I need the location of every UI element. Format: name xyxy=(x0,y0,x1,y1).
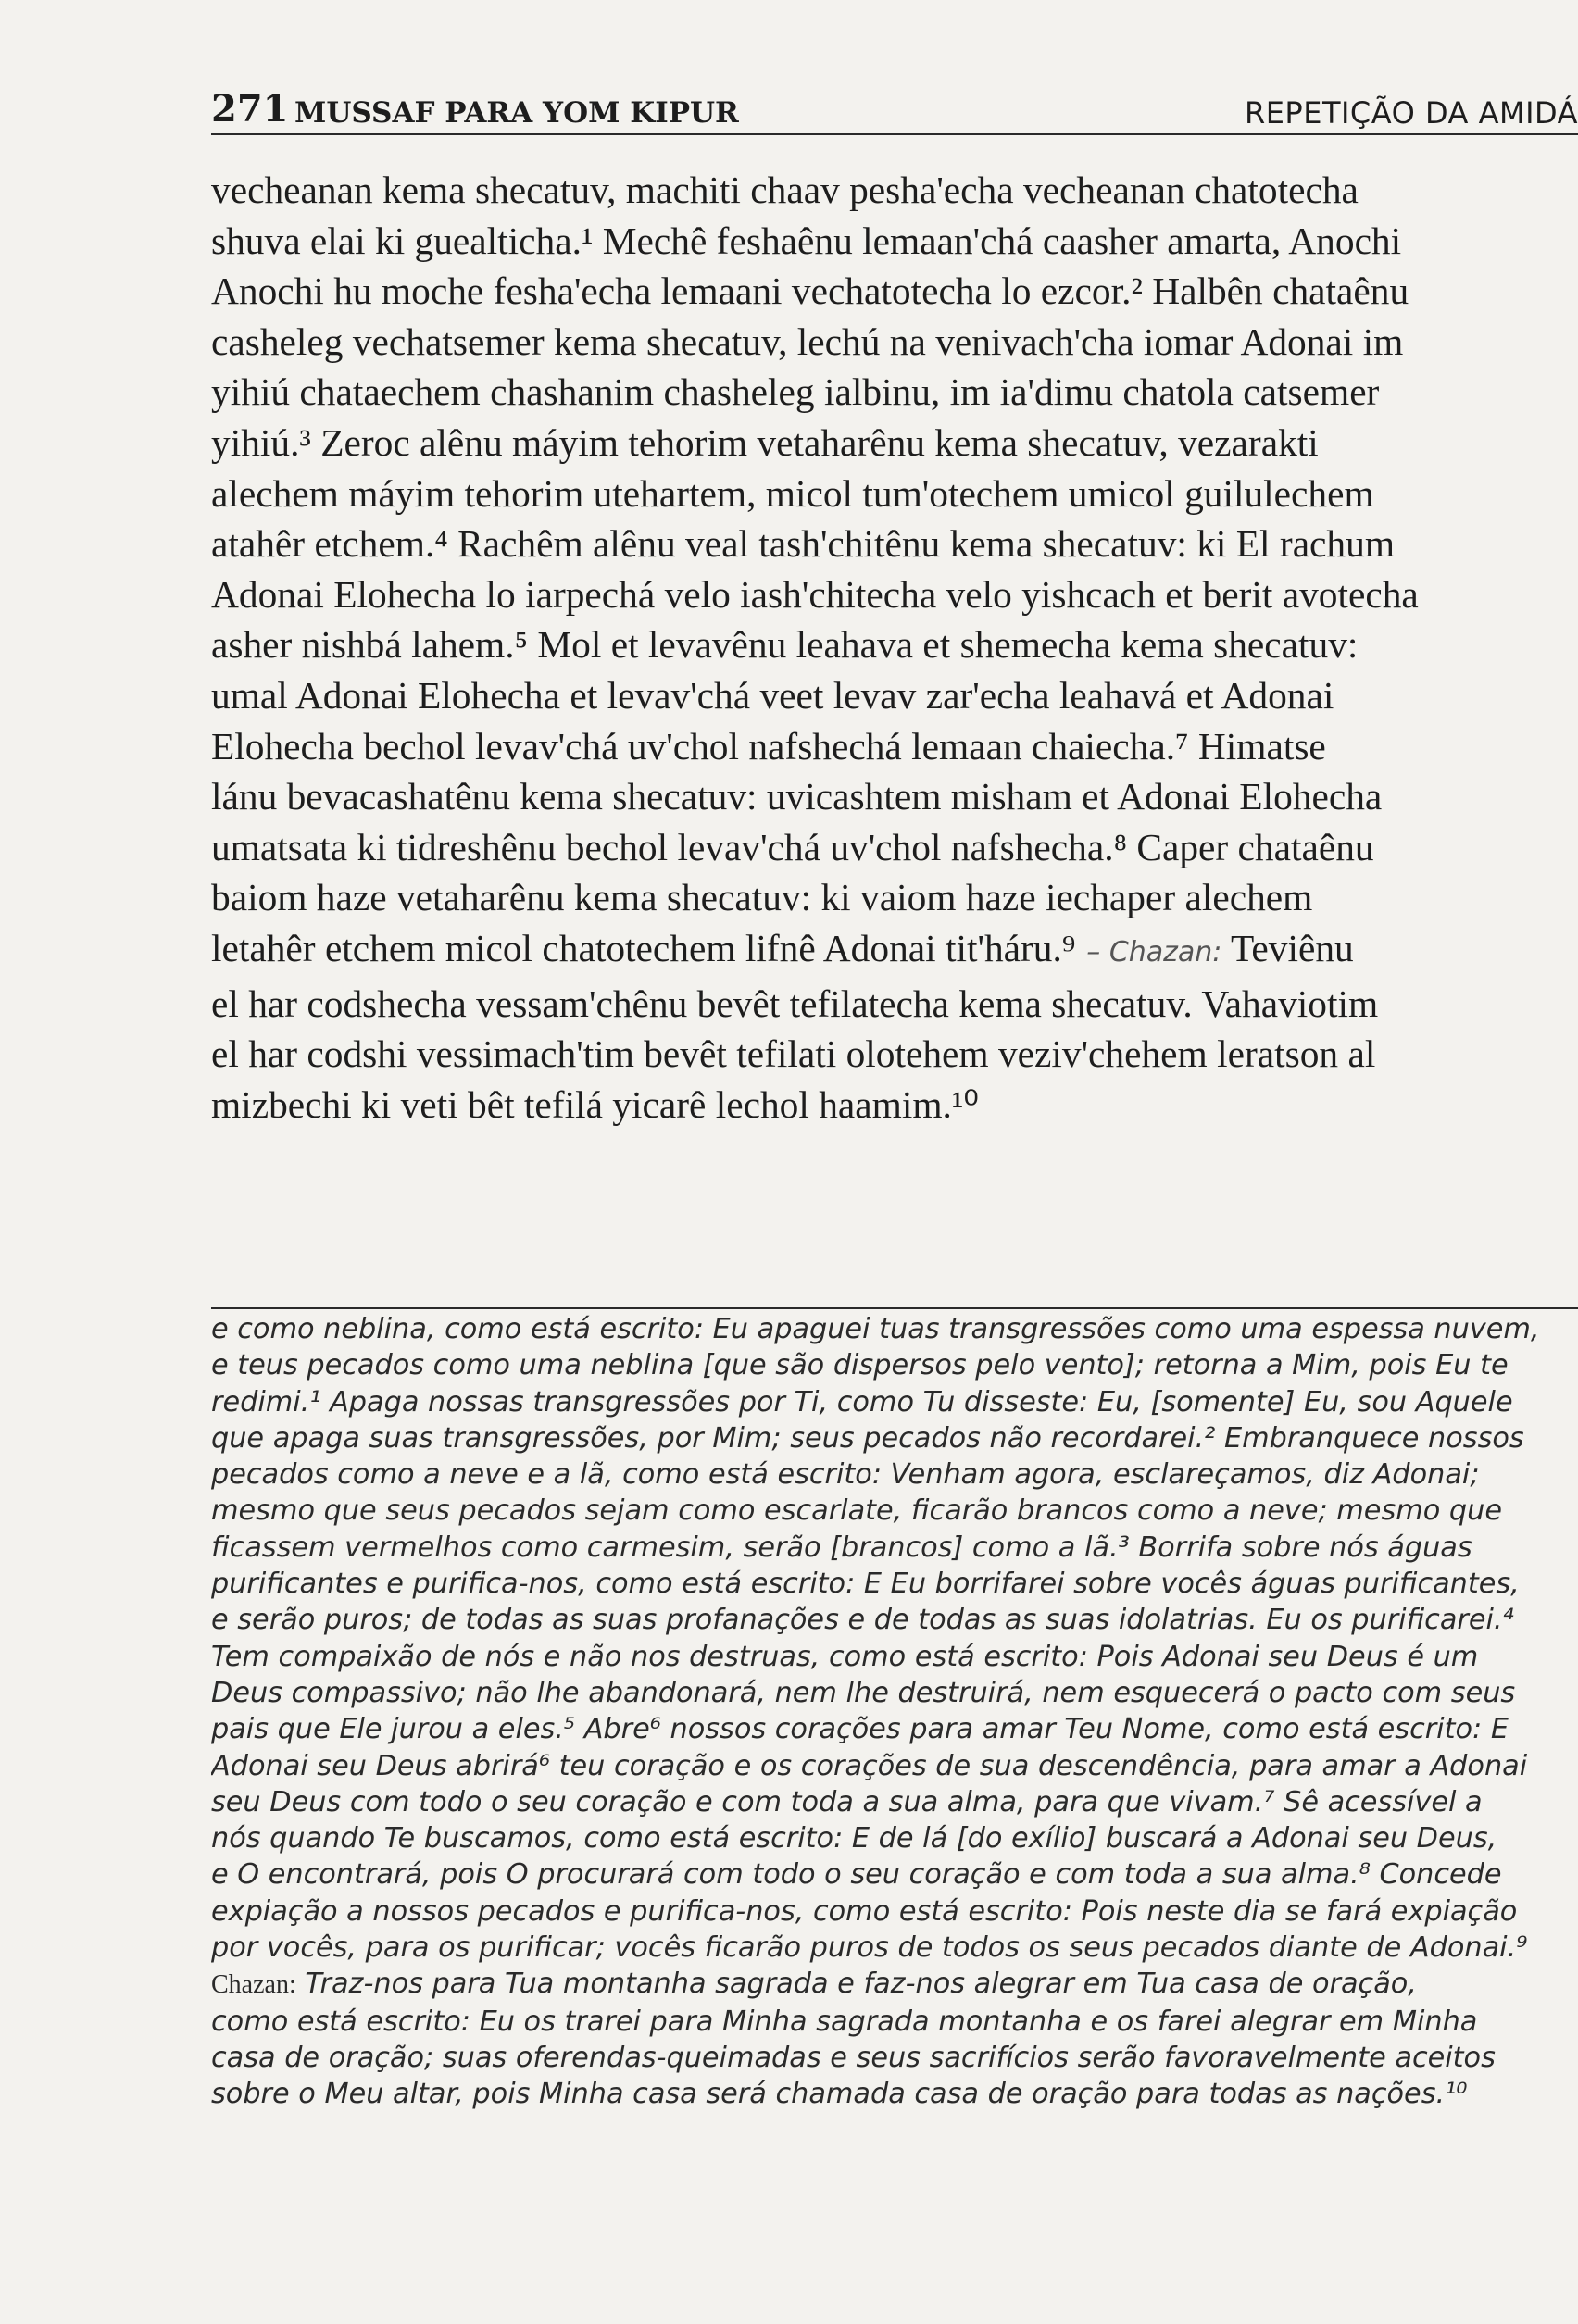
transliteration-text: umatsata ki tidreshênu bechol levav'chá uv'chol nafshecha.⁸ Caper chataênu xyxy=(211,825,1374,868)
transliteration-line xyxy=(211,569,1578,620)
translation-line: seu Deus com todo o seu coração e com toda a sua alma, para que vivam.⁷ Sê acessível a xyxy=(211,1785,1483,1818)
transliteration-text: shuva elai ki guealticha.¹ Mechê feshaênu lemaan'chá caasher amarta, Anochi xyxy=(211,219,1402,262)
translation-line: pecados como a neve e a lã, como está escrito: Venham agora, esclareçamos, diz Adonai; xyxy=(211,1458,1480,1492)
transliteration-line xyxy=(211,418,1578,469)
translation-line: como está escrito: Eu os trarei para Minha sagrada montanha e os farei alegrar em Minha xyxy=(211,2005,1478,2038)
translation-line: ficassem vermelhos como carmesim, serão [brancos] como a lã.³ Borrifa sobre nós águas xyxy=(211,1531,1472,1564)
transliteration-block xyxy=(211,165,1578,1130)
chazan-label: Chazan: xyxy=(211,1970,296,2000)
transliteration-line xyxy=(211,469,1578,519)
translation-block xyxy=(211,1311,1578,2113)
translation-line: e serão puros; de todas as suas profanações e de todas as suas idolatrias. Eu os purificarei.⁴ xyxy=(211,1604,1514,1637)
transliteration-text: yihiú chataechem chashanim chasheleg ialbinu, im ia'dimu chatola catsemer xyxy=(211,370,1380,414)
transliteration-text: asher nishbá lahem.⁵ Mol et levavênu leahava et shemecha kema shecatuv: xyxy=(211,623,1359,667)
translation-line: Tem compaixão de nós e não nos destruas, como está escrito: Pois Adonai seu Deus é um xyxy=(211,1640,1479,1673)
translation-line: e O encontrará, pois O procurará com todo o seu coração e com toda a sua alma.⁸ Concede xyxy=(211,1858,1502,1892)
transliteration-text: Anochi hu moche fesha'echa lemaani vechatotecha lo ezcor.² Halbên chataênu xyxy=(211,269,1409,313)
translation-line: redimi.¹ Apaga nossas transgressões por Ti, como Tu disseste: Eu, [somente] Eu, sou Aquele xyxy=(211,1385,1513,1418)
transliteration-line xyxy=(211,216,1578,267)
transliteration-line xyxy=(211,923,1578,979)
section-title: REPETIÇÃO DA AMIDÁ xyxy=(1244,95,1578,131)
translation-line: sobre o Meu altar, pois Minha casa será chamada casa de oração para todas as nações.¹⁰ xyxy=(211,2078,1468,2111)
transliteration-line xyxy=(211,367,1578,418)
transliteration-text: Adonai Elohecha lo iarpechá velo iash'chitecha velo yishcach et berit avotecha xyxy=(211,572,1419,616)
transliteration-text: vecheanan kema shecatuv, machiti chaav pesha'echa vecheanan chatotecha xyxy=(211,169,1359,211)
chazan-label: – Chazan: xyxy=(1086,935,1222,968)
transliteration-line xyxy=(211,266,1578,317)
chazan-text: Traz-nos para Tua montanha sagrada e faz-nos alegrar em Tua casa de oração, xyxy=(295,1968,1417,2001)
transliteration-line xyxy=(211,1029,1578,1080)
transliteration-text: lánu bevacashatênu kema shecatuv: uvicashtem misham et Adonai Elohecha xyxy=(211,775,1383,818)
translation-line: expiação a nossos pecados e purifica-nos, como está escrito: Pois neste dia se fará expiação xyxy=(211,1894,1518,1928)
transliteration-text: alechem máyim tehorim utehartem, micol tum'otechem umicol guilulechem xyxy=(211,471,1374,515)
running-header xyxy=(211,85,1578,135)
translation-line: mesmo que seus pecados sejam como escarlate, ficarão brancos como a neve; mesmo que xyxy=(211,1494,1502,1528)
section-divider xyxy=(211,1307,1578,1309)
transliteration-line xyxy=(211,619,1578,670)
transliteration-text: atahêr etchem.⁴ Rachêm alênu veal tash'chitênu kema shecatuv: ki El rachum xyxy=(211,522,1396,566)
transliteration-line xyxy=(211,519,1578,569)
translation-line: casa de oração; suas oferendas-queimadas e seus sacrifícios serão favoravelmente aceitos xyxy=(211,2041,1496,2074)
transliteration-line xyxy=(211,872,1578,923)
transliteration-text: umal Adonai Elohecha et levav'chá veet levav zar'echa leahavá et Adonai xyxy=(211,673,1334,717)
transliteration-text: mizbechi ki veti bêt tefilá yicarê lechol haamim.¹⁰ xyxy=(211,1082,979,1126)
transliteration-line xyxy=(211,771,1578,822)
translation-line: que apaga suas transgressões, por Mim; seus pecados não recordarei.² Embranquece nossos xyxy=(211,1421,1524,1455)
transliteration-line xyxy=(211,317,1578,368)
translation-line: pais que Ele jurou a eles.⁵ Abre⁶ nossos corações para amar Teu Nome, como está escrito: E xyxy=(211,1713,1509,1746)
translation-line: Deus compassivo; não lhe abandonará, nem lhe destruirá, nem esquecerá o pacto com seus xyxy=(211,1676,1516,1709)
translation-line: e teus pecados como uma neblina [que são dispersos pelo vento]; retorna a Mim, pois Eu te xyxy=(211,1349,1509,1382)
transliteration-line xyxy=(211,1080,1578,1131)
translation-line: e como neblina, como está escrito: Eu apaguei tuas transgressões como uma espessa nuvem, xyxy=(211,1313,1540,1345)
transliteration-line xyxy=(211,979,1578,1030)
chazan-text: Teviênu xyxy=(1221,926,1354,969)
transliteration-text: el har codshi vessimach'tim bevêt tefilati olotehem veziv'chehem leratson al xyxy=(211,1032,1376,1076)
transliteration-text: el har codshecha vessam'chênu bevêt tefilatecha kema shecatuv. Vahaviotim xyxy=(211,981,1379,1025)
transliteration-line xyxy=(211,822,1578,873)
translation-line: nós quando Te buscamos, como está escrito: E de lá [do exílio] buscará a Adonai seu Deus, xyxy=(211,1822,1497,1855)
transliteration-line xyxy=(211,670,1578,721)
transliteration-line xyxy=(211,721,1578,772)
transliteration-text: casheleg vechatsemer kema shecatuv, lechú na venivach'cha iomar Adonai im xyxy=(211,319,1404,363)
transliteration-text: baiom haze vetaharênu kema shecatuv: ki vaiom haze iechaper alechem xyxy=(211,876,1313,919)
transliteration-text: letahêr etchem micol chatotechem lifnê Adonai tit'háru.⁹ xyxy=(211,926,1076,969)
page-number: 271 xyxy=(211,87,289,131)
translation-line: purificantes e purifica-nos, como está escrito: E Eu borrifarei sobre vocês águas purificantes, xyxy=(211,1568,1520,1601)
transliteration-text: yihiú.³ Zeroc alênu máyim tehorim vetaharênu kema shecatuv, vezarakti xyxy=(211,420,1319,464)
translation-line: por vocês, para os purificar; vocês ficarão puros de todos os seus pecados diante de Adonai.⁹ xyxy=(211,1931,1528,1965)
transliteration-text: Elohecha bechol levav'chá uv'chol nafshechá lemaan chaiecha.⁷ Himatse xyxy=(211,724,1326,768)
running-title: MUSSAF PARA YOM KIPUR xyxy=(294,96,739,130)
translation-line: Adonai seu Deus abrirá⁶ teu coração e os corações de sua descendência, para amar a Adonai xyxy=(211,1749,1528,1782)
transliteration-line xyxy=(211,165,1578,216)
translation-chazan-line xyxy=(211,1966,1578,2003)
